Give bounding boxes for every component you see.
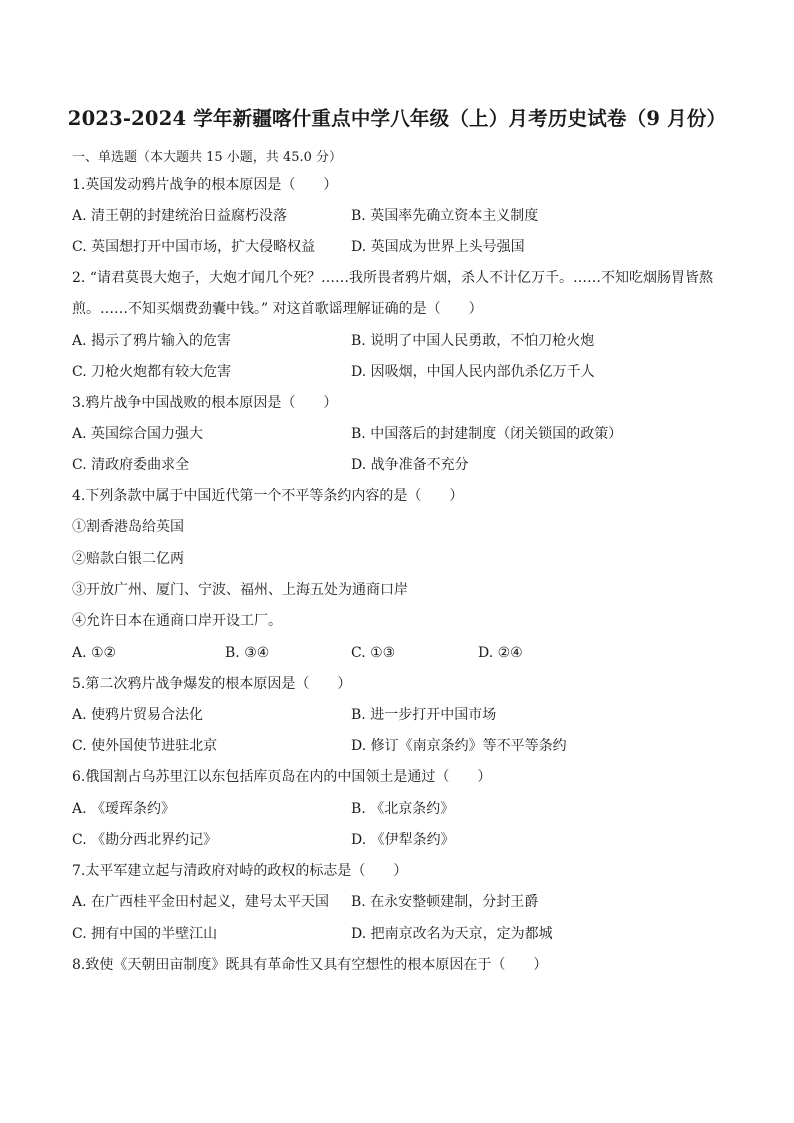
question-4-option-c[interactable]: C. ①③ — [351, 645, 396, 661]
question-2-option-d[interactable]: D. 因吸烟，中国人民内部仇杀亿万千人 — [351, 364, 595, 380]
question-1-option-d[interactable]: D. 英国成为世界上头号强国 — [351, 239, 525, 255]
question-7-option-b[interactable]: B. 在永安整顿建制，分封王爵 — [351, 894, 539, 910]
question-2-stem-line-2: 煎。……不知买烟费劲囊中钱。” 对这首歌谣理解证确的是（ ） — [72, 301, 483, 317]
question-2-option-a[interactable]: A. 揭示了鸦片输入的危害 — [72, 333, 232, 349]
question-6-option-b[interactable]: B. 《北京条约》 — [351, 801, 455, 817]
question-4-item-3: ③开放广州、厦门、宁波、福州、上海五处为通商口岸 — [72, 582, 408, 598]
question-3-option-d[interactable]: D. 战争准备不充分 — [351, 457, 469, 473]
question-4-item-1: ①割香港岛给英国 — [72, 519, 184, 535]
question-5-option-a[interactable]: A. 使鸦片贸易合法化 — [72, 707, 204, 723]
question-1-stem: 1.英国发动鸦片战争的根本原因是（ ） — [72, 177, 338, 193]
question-1-option-c[interactable]: C. 英国想打开中国市场，扩大侵略权益 — [72, 239, 316, 255]
question-4-item-4: ④允许日本在通商口岸开设工厂。 — [72, 613, 282, 629]
question-5-option-c[interactable]: C. 使外国使节进驻北京 — [72, 738, 218, 754]
question-3-stem: 3.鸦片战争中国战败的根本原因是（ ） — [72, 395, 338, 411]
question-7-stem: 7.太平军建立起与清政府对峙的政权的标志是（ ） — [72, 863, 408, 879]
question-5-option-b[interactable]: B. 进一步打开中国市场 — [351, 707, 497, 723]
question-4-option-d[interactable]: D. ②④ — [478, 645, 523, 661]
question-7-option-c[interactable]: C. 拥有中国的半壁江山 — [72, 926, 218, 942]
question-7-option-d[interactable]: D. 把南京改名为天京，定为都城 — [351, 926, 553, 942]
question-4-option-b[interactable]: B. ③④ — [225, 645, 270, 661]
question-3-option-c[interactable]: C. 清政府委曲求全 — [72, 457, 190, 473]
question-1-option-b[interactable]: B. 英国率先确立资本主义制度 — [351, 208, 539, 224]
question-3-option-b[interactable]: B. 中国落后的封建制度（闭关锁国的政策） — [351, 426, 623, 442]
question-7-option-a[interactable]: A. 在广西桂平金田村起义，建号太平天国 — [72, 894, 330, 910]
question-5-option-d[interactable]: D. 修订《南京条约》等不平等条约 — [351, 738, 567, 754]
section-heading: 一、单选题（本大题共 15 小题，共 45.0 分） — [72, 150, 343, 165]
question-4-option-a[interactable]: A. ①② — [72, 645, 117, 661]
exam-title: 2023-2024 学年新疆喀什重点中学八年级（上）月考历史试卷（9 月份） — [67, 107, 727, 130]
question-6-stem: 6.俄国割占乌苏里江以东包括库页岛在内的中国领土是通过（ ） — [72, 769, 492, 785]
question-6-option-c[interactable]: C. 《勘分西北界约记》 — [72, 832, 218, 848]
question-2-stem-line-1: 2. “请君莫畏大炮子，大炮才闻几个死？……我所畏者鸦片烟，杀人不计亿万千。……不知吃烟肠胃皆熬 — [72, 270, 713, 286]
question-3-option-a[interactable]: A. 英国综合国力强大 — [72, 426, 204, 442]
question-5-stem: 5.第二次鸦片战争爆发的根本原因是（ ） — [72, 676, 352, 692]
question-6-option-a[interactable]: A. 《瑷珲条约》 — [72, 801, 176, 817]
question-6-option-d[interactable]: D. 《伊犁条约》 — [351, 832, 455, 848]
question-2-option-c[interactable]: C. 刀枪火炮都有较大危害 — [72, 364, 232, 380]
question-1-option-a[interactable]: A. 清王朝的封建统治日益腐朽没落 — [72, 208, 288, 224]
question-2-option-b[interactable]: B. 说明了中国人民勇敢，不怕刀枪火炮 — [351, 333, 595, 349]
question-4-item-2: ②赔款白银二亿两 — [72, 551, 184, 567]
question-8-stem: 8.致使《天朝田亩制度》既具有革命性又具有空想性的根本原因在于（ ） — [72, 957, 548, 973]
question-4-stem: 4.下列条款中属于中国近代第一个不平等条约内容的是（ ） — [72, 488, 464, 504]
